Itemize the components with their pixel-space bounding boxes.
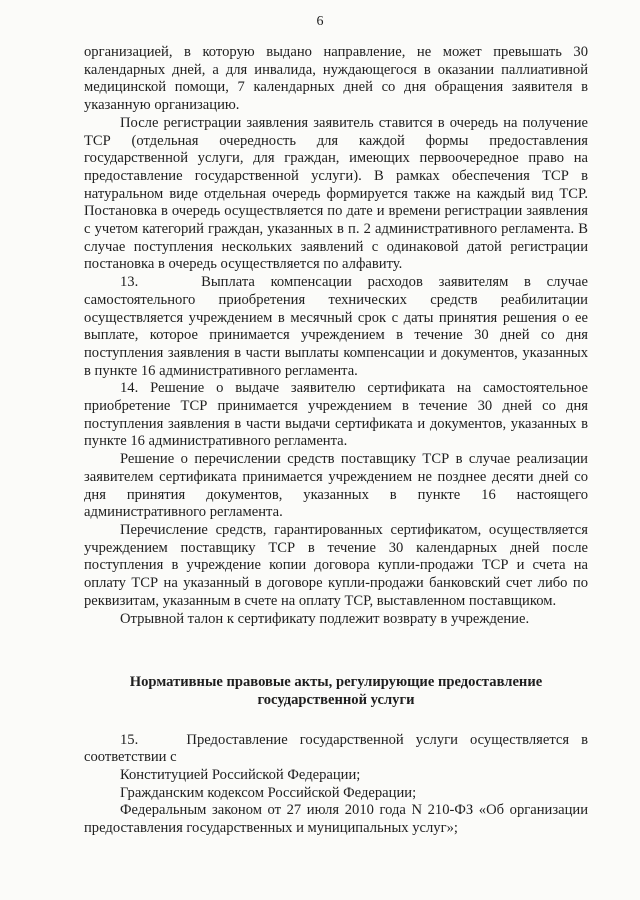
paragraph: Гражданским кодексом Российской Федерации; [120,784,417,801]
paragraph: Решение о перечислении средств поставщику ТСР в случае реализации заявителем сертификата принимается учреждением не позднее десяти дней со дня принятия документов, указанных в пункте 16 настоящего административного регламента. [84,451,588,521]
paragraph: 14. Решение о выдаче заявителю сертификата на самостоятельное приобретение ТСР принимается учреждением в течение 30 дней со дня поступления заявления в части выдачи сертификата и документов, указанных в пункте 16 административного регламента. [84,380,588,450]
paragraph: организацией, в которую выдано направление, не может превышать 30 календарных дней, а для инвалида, нуждающегося в оказании паллиативной медицинской помощи, 7 календарных дней со дня обращения заявителя в указанную организацию. [84,44,588,114]
section-title-line: государственной услуги [257,691,415,708]
paragraph: После регистрации заявления заявитель ставится в очередь на получение ТСР (отдельная очередность для каждой формы предоставления государственной услуги, для граждан, имеющих первоочередное право на предоставление государственной услуги). В рамках обеспечения ТСР в натуральном виде отдельная очередь формируется также на каждый вид ТСР. Постановка в очередь осуществляется по дате и времени регистрации заявления с учетом категорий граждан, указанных в п. 2 административного регламента. В случае поступления нескольких заявлений с одинаковой датой регистрации постановка в очередь осуществляется по алфавиту. [84,114,588,273]
document-body [84,44,588,838]
paragraphs-before [84,44,588,628]
paragraph: 13. Выплата компенсации расходов заявителям в случае самостоятельного приобретения технических средств реабилитации осуществляется учреждением в месячный срок с даты принятия решения о ее выплате, которое принимается учреждением в течение 30 дней со дня поступления заявления в части выплаты компенсации и документов, указанных в пункте 16 административного регламента. [84,274,588,379]
paragraph: 15. Предоставление государственной услуги осуществляется в соответствии с [84,731,588,766]
page-number: 6 [316,14,324,29]
section-title [84,674,588,709]
paragraph: Перечисление средств, гарантированных сертификатом, осуществляется учреждением поставщику ТСР в течение 30 календарных дней после поступления в учреждение копии договора купли-продажи ТСР и счета на оплату ТСР на указанный в договоре купли-продажи банковский счет либо по реквизитам, указанным в счете на оплату ТСР, выставленном поставщиком. [84,521,588,609]
paragraph: Конституцией Российской Федерации; [120,767,361,784]
paragraph: Федеральным законом от 27 июля 2010 года N 210-ФЗ «Об организации предоставления государственных и муниципальных услуг»; [84,802,588,837]
paragraphs-after [84,732,588,838]
section-title-line: Нормативные правовые акты, регулирующие предоставление [129,674,543,691]
paragraph: Отрывной талон к сертификату подлежит возврату в учреждение. [120,610,530,627]
